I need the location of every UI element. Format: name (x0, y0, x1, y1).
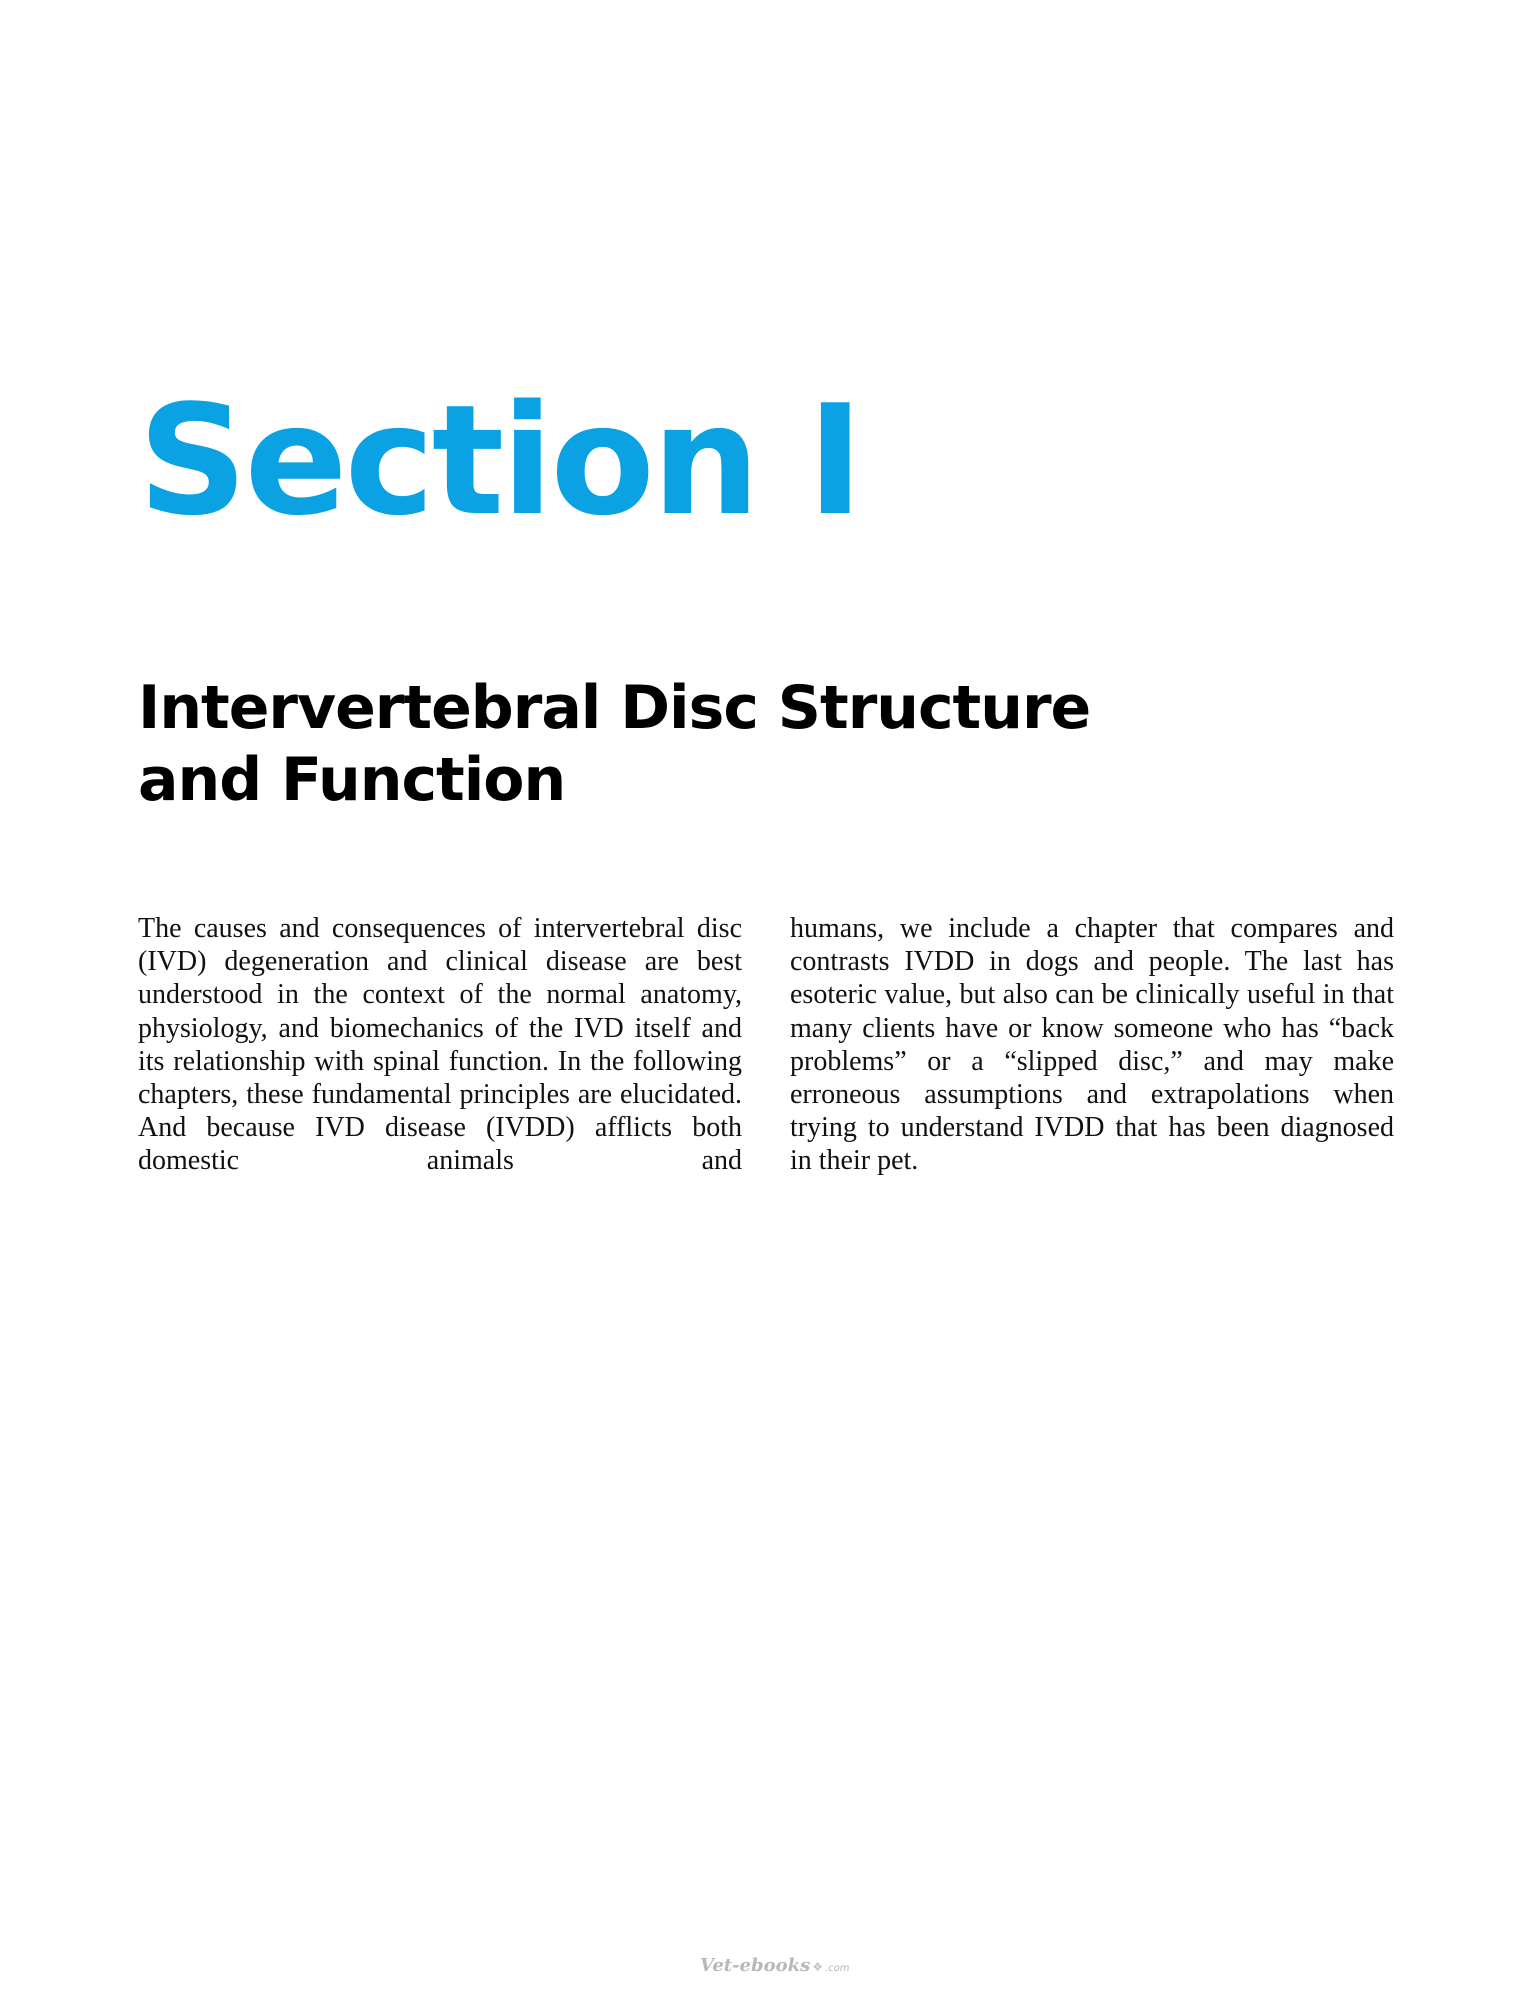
section-title (138, 672, 1138, 816)
watermark-domain: .com (824, 1963, 850, 1974)
section-label: Section I (138, 372, 861, 549)
watermark (700, 1955, 850, 1976)
book-icon: ❖ (812, 1960, 823, 1974)
body-text-right-column: humans, we include a chapter that compares and contrasts IVDD in dogs and people. The last has esoteric value, but also can be clinically useful in that many clients have or know someone who has “back problems” or a “slipped disc,” and may make erroneous assumptions and extrapolations when trying to understand IVDD that has been diagnosed in their pet. (790, 913, 1394, 1177)
body-text-left-column: The causes and consequences of intervertebral disc (IVD) degeneration and clinical disease are best understood in the context of the normal anatomy, physiology, and biomechanics of the IVD itself and its relationship with spinal function. In the following chapters, these fundamental principles are elucidated. And because IVD disease (IVDD) afflicts both domestic animals and (138, 913, 742, 1177)
section-title-line-1: Intervertebral Disc Structure (138, 673, 1091, 743)
section-title-line-2: and Function (138, 745, 566, 815)
watermark-name: Vet-ebooks (700, 1955, 811, 1976)
